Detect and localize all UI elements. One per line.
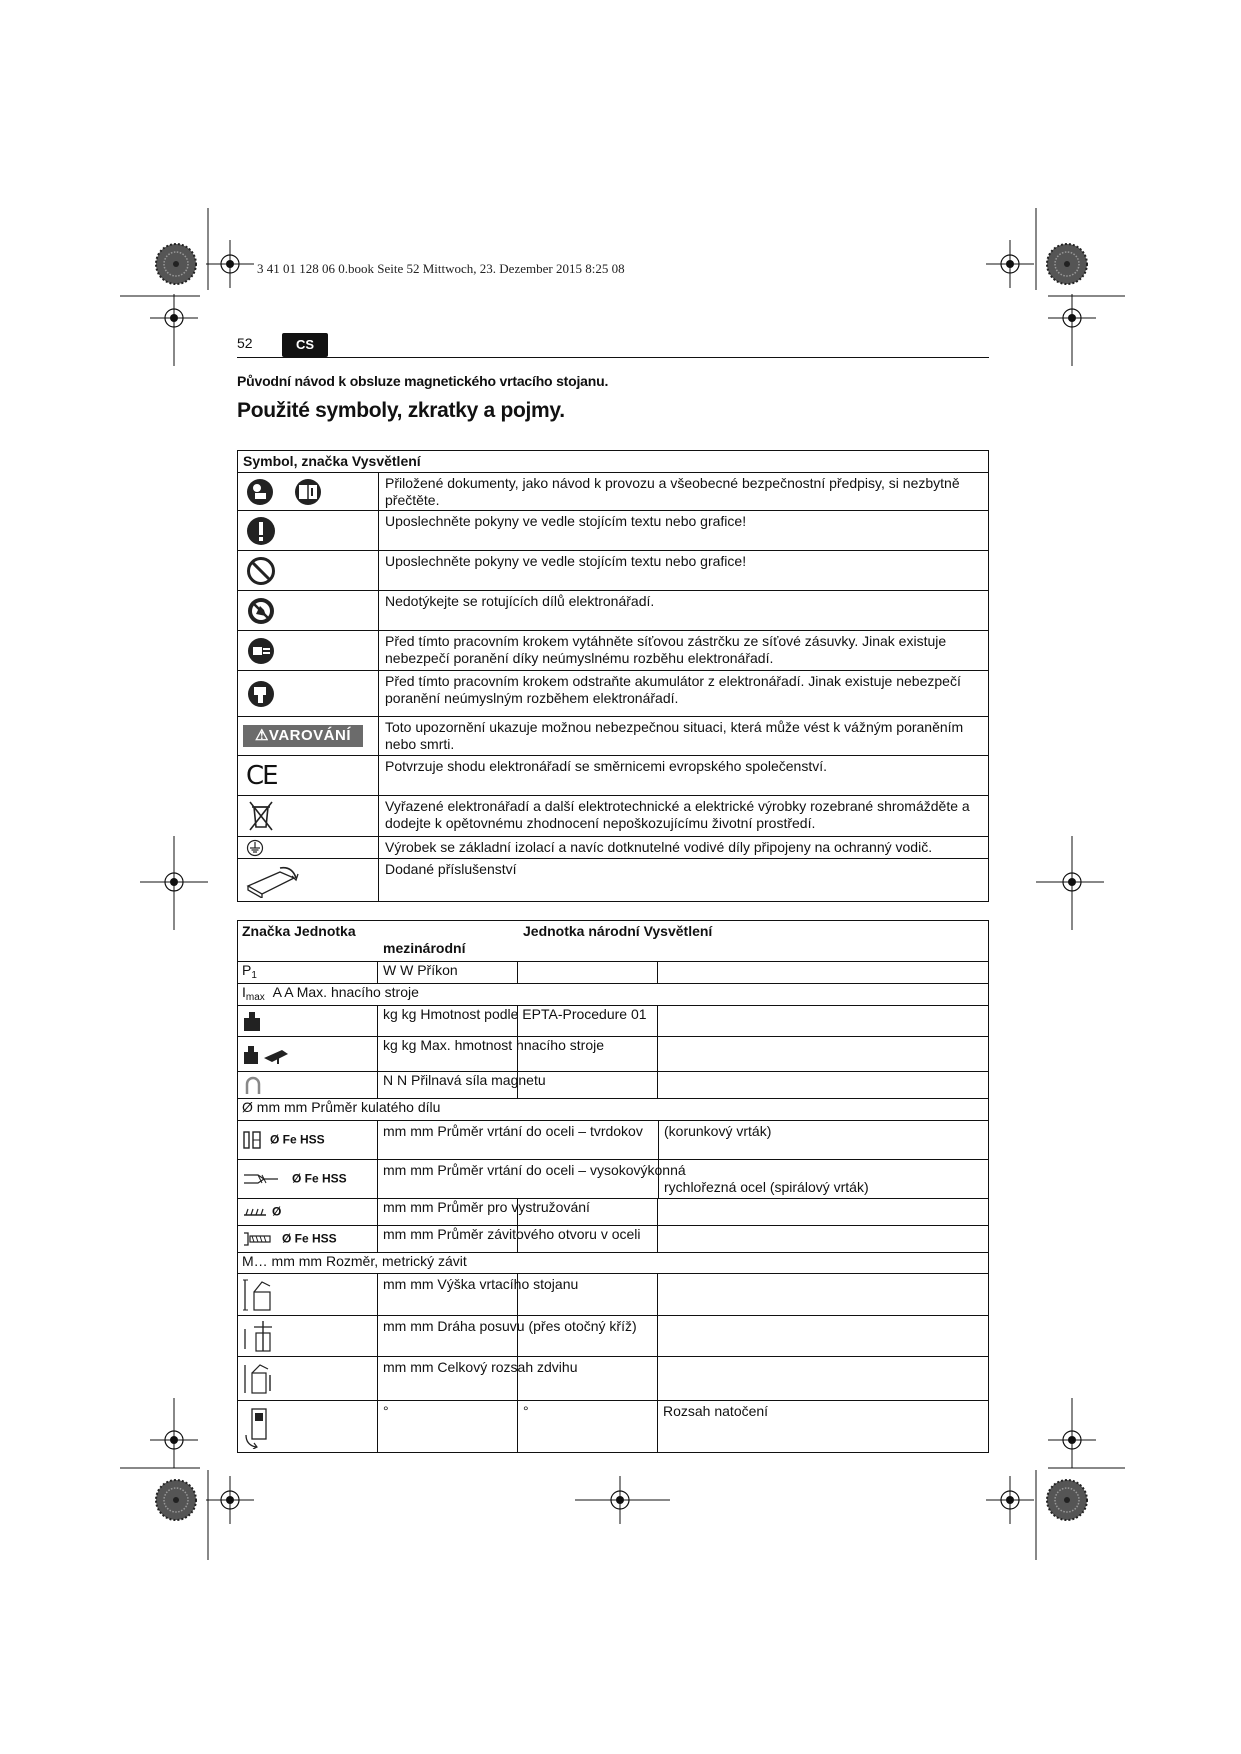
feed-travel-icon: [242, 1319, 276, 1353]
weight-drive-icon: [242, 1042, 294, 1066]
prohibition-icon: [246, 556, 276, 586]
core-drill-label: Ø Fe HSS: [270, 1132, 325, 1147]
unit-cell: M… mm mm Rozměr, metrický závit: [242, 1253, 467, 1269]
unit-cell: W W Příkon: [378, 962, 518, 983]
table-row: [238, 1316, 988, 1357]
table-row: [238, 1037, 988, 1072]
symbol-description: Vyřazené elektronářadí a další elektrotechnické a elektrické výrobky rozebrané shromážděte a dodejte k opětovnému zhodnocení nepoškozujícímu životní prostředí.: [385, 798, 970, 831]
header-international: mezinárodní: [383, 940, 466, 956]
table-row: [238, 1199, 988, 1226]
table-row: [238, 1253, 988, 1274]
remove-battery-icon: [246, 679, 276, 709]
unit-cell: °: [378, 1401, 518, 1452]
unit-note: (korunkový vrták): [658, 1121, 988, 1159]
unit-cell: kg kg Max. hmotnost hnacího stroje: [378, 1037, 518, 1071]
unit-cell: Ø mm mm Průměr kulatého dílu: [242, 1099, 441, 1115]
document-title: Použité symboly, zkratky a pojmy.: [237, 399, 565, 422]
table-row: [238, 1357, 988, 1401]
table-row: [238, 1006, 988, 1037]
protective-earth-icon: [246, 839, 264, 857]
unit-cell: mm mm Celkový rozsah zdvihu: [378, 1357, 518, 1400]
header-symbol: Značka Jednotka: [242, 923, 356, 939]
tap-icon: [242, 1231, 272, 1247]
unit-cell: mm mm Dráha posuvu (přes otočný kříž): [378, 1316, 518, 1356]
stroke-range-icon: [242, 1361, 276, 1397]
magnet-icon: [242, 1074, 264, 1096]
unit-table: [237, 920, 989, 1453]
table-row: [238, 984, 988, 1006]
symbol-description: Před tímto pracovním krokem odstraňte akumulátor z elektronářadí. Jinak existuje nebezpečí poranění neúmyslným rozběhem elektronářadí.: [385, 673, 961, 706]
unit-table-header: [238, 921, 988, 962]
read-manual-icon: [246, 478, 326, 506]
table-row: [238, 756, 988, 796]
symbol-description: Před tímto pracovním krokem vytáhněte síťovou zástrčku ze síťové zásuvky. Jinak existuje nebezpečí poranění díky neúmyslnému rozběhu elektronářadí.: [385, 633, 947, 666]
header-rule: [237, 357, 989, 358]
symbol-description: Nedotýkejte se rotujících dílů elektronářadí.: [385, 593, 655, 609]
table-row: [238, 1226, 988, 1253]
table-row: [238, 962, 988, 984]
core-drill-icon: [242, 1130, 262, 1150]
warning-badge: ⚠VAROVÁNÍ: [243, 725, 363, 747]
weight-icon: [242, 1010, 262, 1032]
table-row: [238, 1072, 988, 1099]
swivel-icon: [242, 1405, 276, 1449]
no-touch-rotating-icon: [246, 596, 276, 626]
unit-symbol: $P_1$: [238, 962, 378, 983]
unit-cell: mm mm Průměr vrtání do oceli – tvrdokov: [383, 1123, 643, 1139]
twist-drill-icon: [242, 1171, 282, 1187]
language-badge: CS: [282, 333, 328, 357]
table-row: [238, 473, 988, 511]
table-row: [238, 1121, 988, 1160]
unit-cell: N N Přilnavá síla magnetu: [378, 1072, 518, 1098]
exclamation-icon: [246, 516, 276, 546]
header-national: Jednotka národní Vysvětlení: [523, 923, 713, 939]
table-row: [238, 551, 988, 591]
symbol-description: Uposlechněte pokyny ve vedle stojícím textu nebo grafice!: [385, 513, 747, 529]
table-row: [238, 631, 988, 671]
symbol-table-header: Symbol, značka Vysvětlení: [238, 451, 988, 473]
unplug-icon: [246, 636, 276, 666]
table-row: [238, 1401, 988, 1452]
unit-cell: mm mm Průměr pro vystružování: [378, 1199, 518, 1225]
page-number: 52: [237, 335, 253, 351]
unit-cell: °: [518, 1401, 658, 1452]
symbol-description: Výrobek se základní izolací a navíc dotknutelné vodivé díly připojeny na ochranný vodič.: [385, 839, 933, 855]
table-row: [238, 717, 988, 756]
ce-mark-icon: CE: [246, 760, 277, 791]
weee-bin-icon: [246, 799, 276, 833]
stand-height-icon: [242, 1278, 274, 1312]
table-row: [238, 1274, 988, 1316]
table-row: [238, 671, 988, 717]
reamer-icon: [242, 1205, 268, 1219]
table-row: [238, 511, 988, 551]
table-row: [238, 1160, 988, 1199]
document-subtitle: Původní návod k obsluze magnetického vrtacího stojanu.: [237, 373, 609, 389]
print-header: 3 41 01 128 06 0.book Seite 52 Mittwoch, 23. Dezember 2015 8:25 08: [257, 261, 625, 276]
unit-cell: mm mm Průměr vrtání do oceli – vysokovýkonná: [383, 1162, 686, 1178]
unit-note: Rozsah natočení: [663, 1403, 769, 1419]
table-row: [238, 837, 988, 859]
symbol-description: Toto upozornění ukazuje možnou nebezpečnou situaci, která může vést k vážným poraněním nebo smrti.: [385, 719, 964, 752]
symbol-table: [237, 450, 989, 902]
unit-cell: mm mm Výška vrtacího stojanu: [378, 1274, 518, 1315]
table-row: [238, 1099, 988, 1121]
symbol-description: Uposlechněte pokyny ve vedle stojícím textu nebo grafice!: [385, 553, 747, 569]
table-row: [238, 859, 988, 901]
symbol-description: Přiložené dokumenty, jako návod k provozu a všeobecné bezpečnostní předpisy, si nezbytně přečtěte.: [385, 475, 960, 508]
unit-cell: kg kg Hmotnost podle EPTA-Procedure 01: [378, 1006, 518, 1036]
unit-symbol: $I_{max}$ A A Max. hnacího stroje: [242, 984, 419, 1003]
table-row: [238, 591, 988, 631]
tap-label: Ø Fe HSS: [282, 1231, 337, 1246]
table-row: [238, 796, 988, 837]
unit-cell: mm mm Průměr závitového otvoru v oceli: [378, 1226, 518, 1252]
twist-drill-label: Ø Fe HSS: [292, 1171, 347, 1186]
symbol-description: Potvrzuje shodu elektronářadí se směrnicemi evropského společenství.: [385, 758, 827, 774]
reamer-label: Ø: [272, 1204, 282, 1219]
unit-note: rychlořezná ocel (spirálový vrták): [658, 1160, 988, 1198]
symbol-description: Dodané příslušenství: [385, 861, 517, 877]
accessories-icon: [246, 862, 300, 898]
